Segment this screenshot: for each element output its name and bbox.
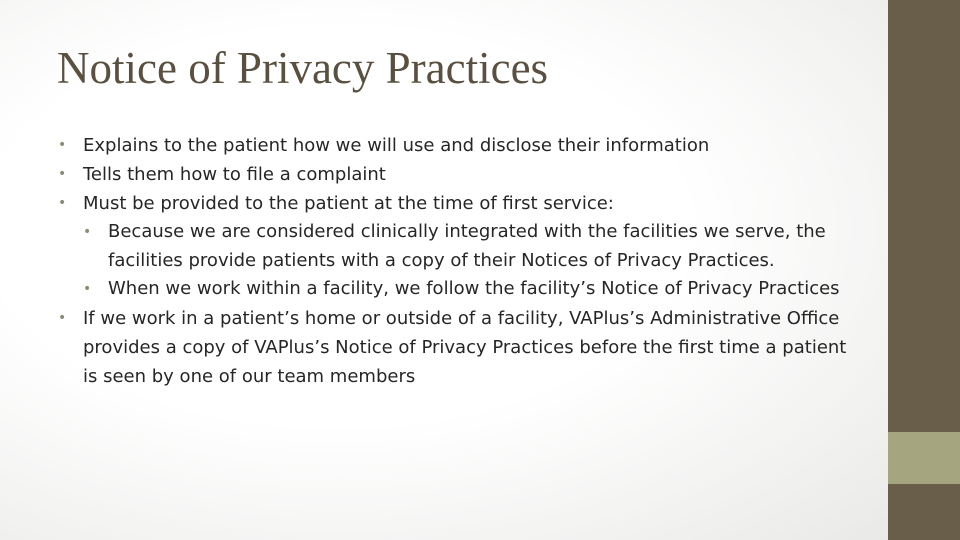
bullet-icon: • xyxy=(58,195,67,211)
sub-bullet-item xyxy=(58,275,858,304)
bullet-icon: • xyxy=(83,281,92,297)
bullet-text: Must be provided to the patient at the time of first service: xyxy=(83,193,614,214)
bullet-icon: • xyxy=(58,137,67,153)
bullet-list xyxy=(58,131,858,391)
bullet-item xyxy=(58,189,858,218)
sub-bullet-item xyxy=(58,218,858,275)
bullet-text: If we work in a patient’s home or outside of a facility, VAPlus’s Administrative Office provides a copy of VAPlus’s Notice of Privacy Practices before the first time a patient is seen by one of our team members xyxy=(83,307,847,387)
bullet-icon: • xyxy=(58,309,67,326)
bullet-text: Because we are considered clinically integrated with the facilities we serve, the facilities provide patients with a copy of their Notices of Privacy Practices. xyxy=(108,221,826,271)
decorative-sidebar-accent xyxy=(888,432,960,484)
bullet-icon: • xyxy=(58,166,67,182)
bullet-item xyxy=(58,131,858,160)
bullet-item xyxy=(58,304,858,391)
bullet-text: Tells them how to file a complaint xyxy=(83,164,386,185)
bullet-text: Explains to the patient how we will use and disclose their information xyxy=(83,135,710,156)
bullet-text: When we work within a facility, we follow the facility’s Notice of Privacy Practices xyxy=(108,278,840,299)
slide-title: Notice of Privacy Practices xyxy=(57,43,549,93)
bullet-item xyxy=(58,160,858,189)
bullet-icon: • xyxy=(83,224,92,240)
